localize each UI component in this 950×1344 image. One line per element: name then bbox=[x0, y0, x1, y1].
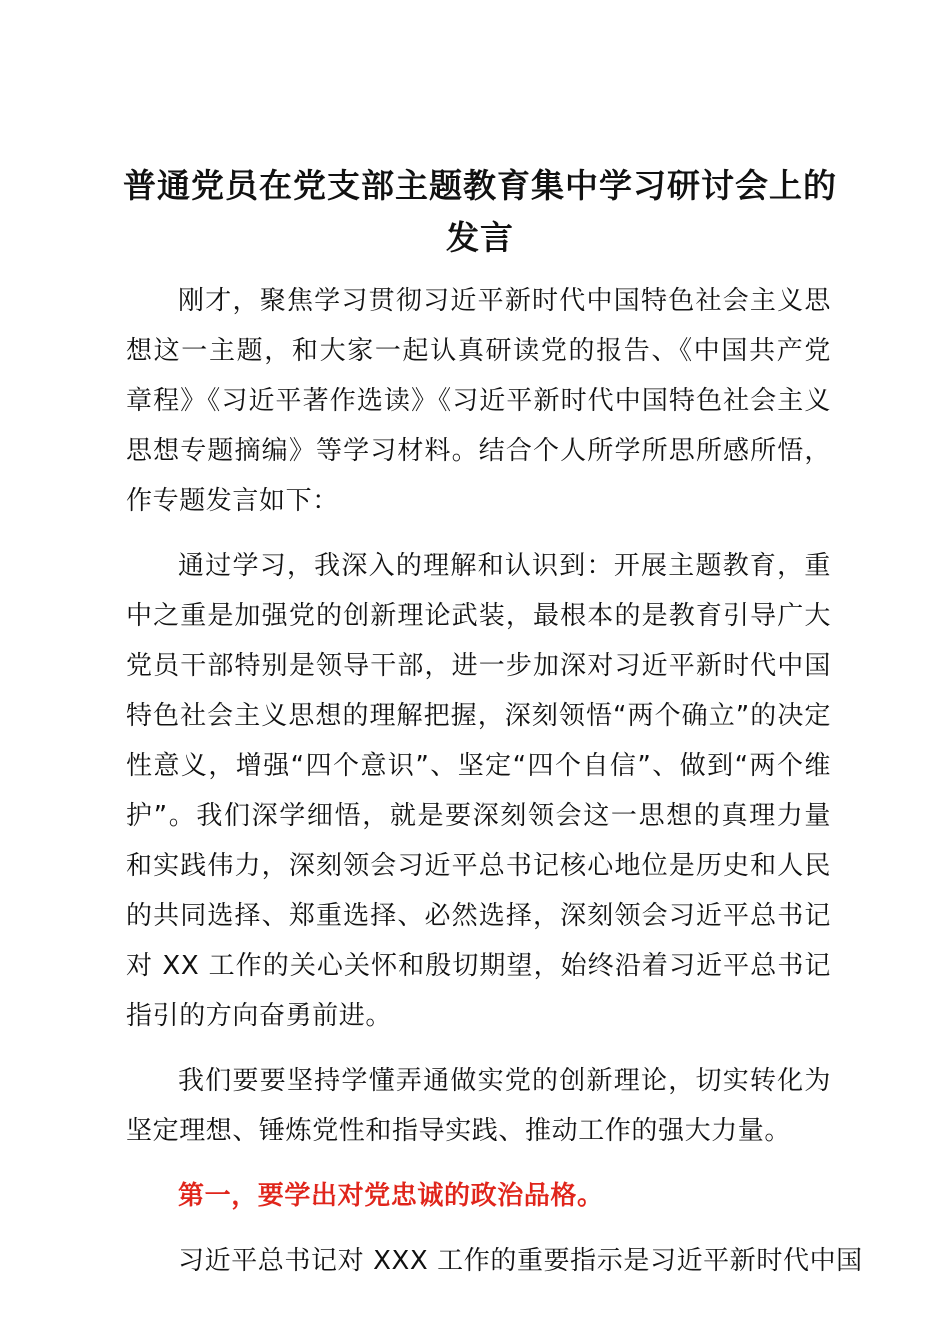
section-heading: 第一，要学出对党忠诚的政治品格。 bbox=[178, 1181, 604, 1211]
paragraph-intro: 刚才，聚焦学习贯彻习近平新时代中国特色社会主义思想这一主题，和大家一起认真研读党的报告、《中国共产党章程》《习近平著作选读》《习近平新时代中国特色社会主义思想专题摘编》等学习材料。结合个人所学所思所感所悟，作专题发言如下： bbox=[126, 286, 831, 516]
document-title: 普通党员在党支部主题教育集中学习研讨会上的发言 bbox=[123, 166, 837, 257]
paragraph-understanding: 通过学习，我深入的理解和认识到：开展主题教育，重中之重是加强党的创新理论武装，最根本的是教育引导广大党员干部特别是领导干部，进一步加深对习近平新时代中国特色社会主义思想的理解把握，深刻领悟“两个确立”的决定性意义，增强“四个意识”、坚定“四个自信”、做到“两个维护”。我们深学细悟，就是要深刻领会这一思想的真理力量和实践伟力，深刻领会习近平总书记核心地位是历史和人民的共同选择、郑重选择、必然选择，深刻领会习近平总书记对 XX 工作的关心关怀和殷切期望，始终沿着习近平总书记指引的方向奋勇前进。 bbox=[126, 551, 831, 1031]
paragraph-commitment: 我们要要坚持学懂弄通做实党的创新理论，切实转化为坚定理想、锤炼党性和指导实践、推动工作的强大力量。 bbox=[126, 1066, 831, 1146]
paragraph-continued: 习近平总书记对 XXX 工作的重要指示是习近平新时代中国 bbox=[178, 1246, 863, 1276]
document-body bbox=[126, 276, 863, 1286]
